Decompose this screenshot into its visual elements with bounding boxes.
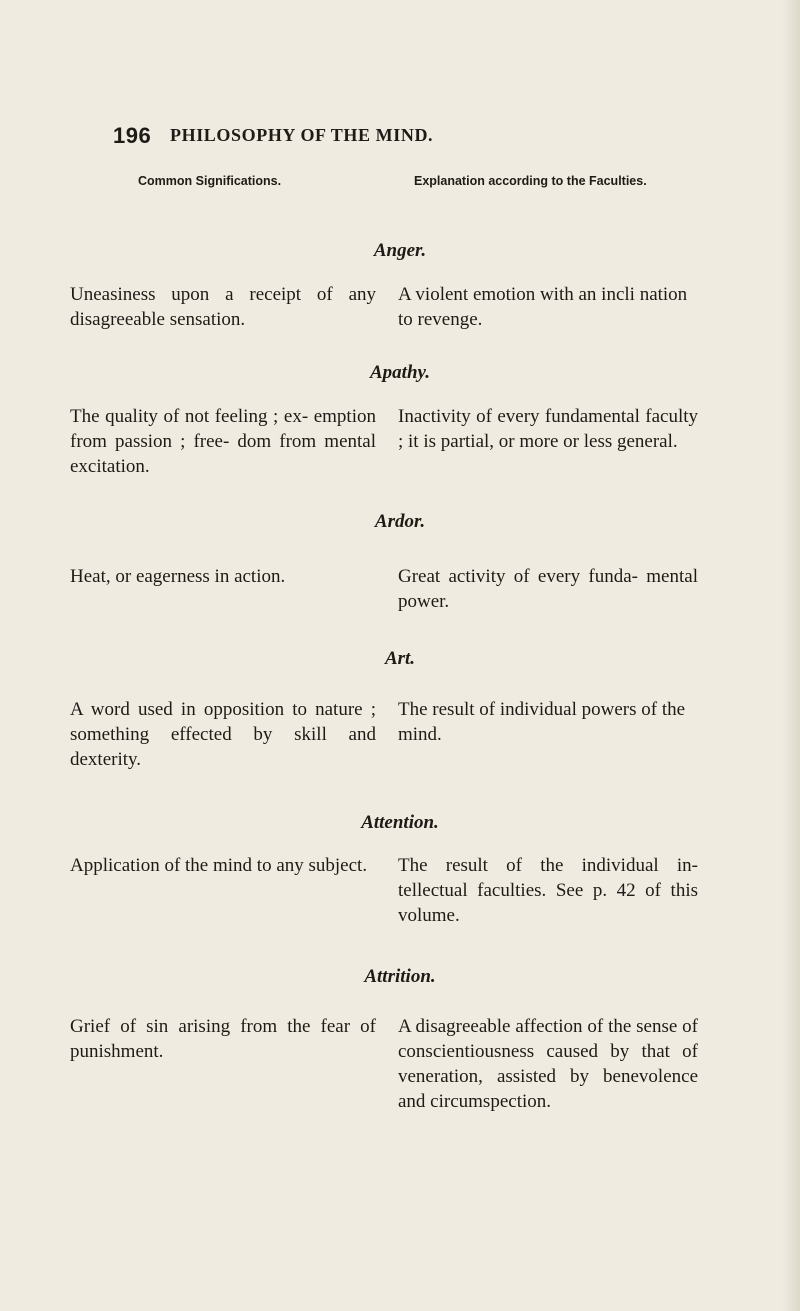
column-headings	[0, 174, 800, 194]
entry-common-anger: Uneasiness upon a receipt of any disagreeable sensation.	[70, 284, 376, 330]
entry-explanation-attention: The result of the individual in- tellectual faculties. See p. 42 of this volume.	[398, 855, 698, 926]
entry-explanation-ardor: Great activity of every funda- mental power.	[398, 566, 698, 612]
entry-term-apathy: Apathy.	[370, 362, 430, 383]
entry-term-attrition: Attrition.	[364, 966, 436, 987]
entry-common-apathy: The quality of not feeling ; ex- emption from passion ; free- dom from mental excitation.	[70, 406, 376, 477]
page-number: 196	[113, 123, 152, 148]
right-column-heading: Explanation according to the Faculties.	[414, 174, 647, 188]
entry-common-attrition: Grief of sin arising from the fear of punishment.	[70, 1016, 376, 1062]
entry-explanation-attrition: A disagreeable affection of the sense of conscientiousness caused by that of veneration, assisted by benevolence and circumspection.	[398, 1016, 698, 1112]
entry-term-art: Art.	[384, 648, 416, 669]
entry-common-ardor: Heat, or eagerness in action.	[70, 566, 286, 587]
entry-term-anger: Anger.	[373, 240, 427, 261]
entry-term-attention: Attention.	[361, 812, 439, 833]
running-title: PHILOSOPHY OF THE MIND.	[170, 125, 434, 145]
entry-explanation-apathy: Inactivity of every fundamental faculty ; it is partial, or more or less general.	[398, 406, 698, 452]
entry-common-attention: Application of the mind to any subject.	[70, 855, 368, 876]
entry-explanation-art: The result of individual powers of the mind.	[398, 699, 686, 745]
entry-term-ardor: Ardor.	[374, 511, 426, 532]
entry-explanation-anger: A violent emotion with an incli nation to revenge.	[398, 284, 688, 330]
entry-common-art: A word used in opposition to nature ; something effected by skill and dexterity.	[70, 699, 376, 770]
page-header	[0, 123, 800, 153]
left-column-heading: Common Significations.	[138, 174, 282, 188]
